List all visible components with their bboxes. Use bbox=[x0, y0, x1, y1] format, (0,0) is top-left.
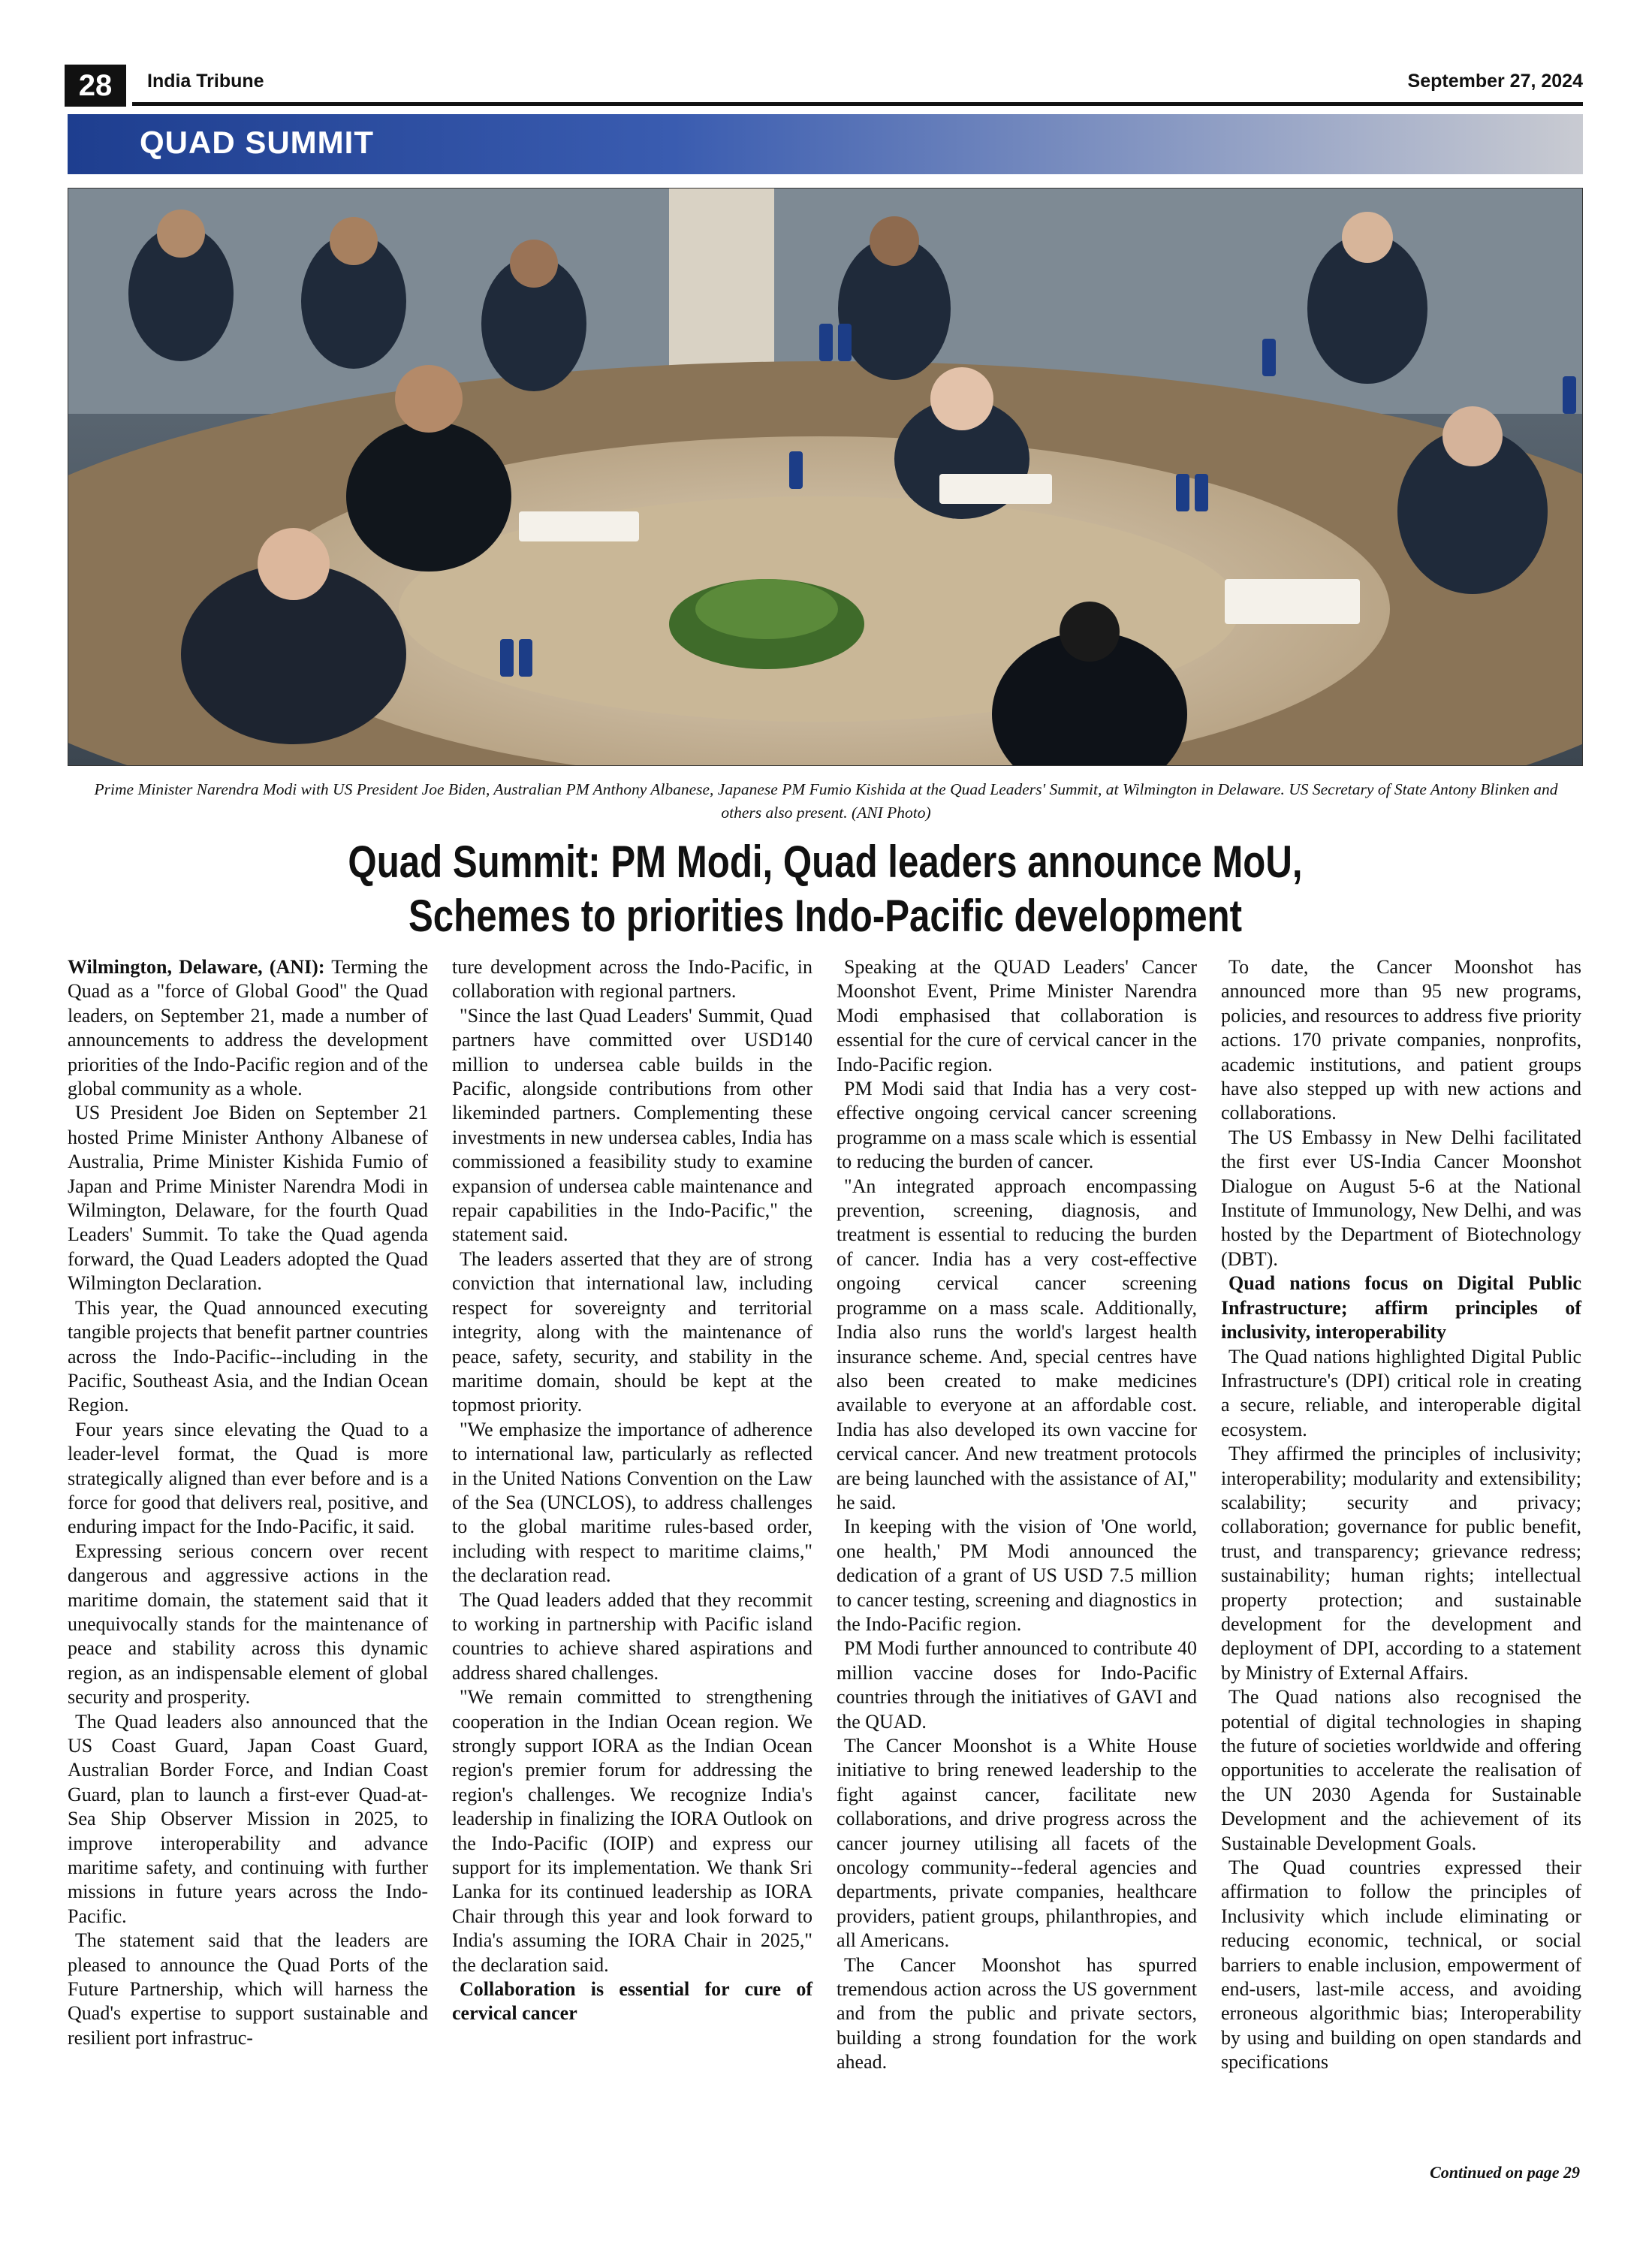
paragraph: The leaders asserted that they are of strong conviction that international law, including respect for sovereignty and territorial integrity, along with the maintenance of peace, safety, security, and stability in the maritime domain, should be kept at the topmost priority. bbox=[452, 1247, 812, 1416]
paragraph: The Quad leaders added that they recommit to working in partnership with Pacific island countries to achieve shared aspirations and address shared challenges. bbox=[452, 1588, 812, 1684]
paragraph: "An integrated approach encompassing prevention, screening, diagnosis, and treatment is essential to reducing the burden of cancer. India has a very cost-effective ongoing cervical cancer screening programme on a mass scale. Additionally, India also runs the world's largest health insurance scheme. And, special centres have also been created to make medicines available to everyone at an affordable cost. India has also developed its own vaccine for cervical cancer. And new treatment protocols are being launched with the assistance of AI," he said. bbox=[837, 1175, 1197, 1513]
paragraph: The Quad nations highlighted Digital Public Infrastructure's (DPI) critical role in creating a secure, reliable, and interoperable digital ecosystem. bbox=[1221, 1345, 1581, 1440]
article-column-3 bbox=[837, 955, 1197, 2075]
photo-caption: Prime Minister Narendra Modi with US President Joe Biden, Australian PM Anthony Albanese, Japanese PM Fumio Kishida at the Quad Leaders' Summit, at Wilmington in Delaware. US Secretary of State Antony Blinken and others also present. (ANI Photo) bbox=[94, 780, 1558, 822]
paragraph: PM Modi further announced to contribute 40 million vaccine doses for Indo-Pacific countries through the initiatives of GAVI and the QUAD. bbox=[837, 1637, 1197, 1733]
header-rule bbox=[132, 102, 1583, 106]
issue-date: September 27, 2024 bbox=[1407, 71, 1583, 92]
paragraph: The statement said that the leaders are pleased to announce the Quad Ports of the Future Partnership, which will harness the Quad's expertise to support sustainable and resilient port infrastruc- bbox=[68, 1929, 428, 2049]
paragraph: To date, the Cancer Moonshot has announced more than 95 new programs, policies, and resources to address five priority actions. 170 private companies, nonprofits, academic institutions, and patient groups have also stepped up with new actions and collaborations. bbox=[1221, 956, 1581, 1124]
paragraph: The Cancer Moonshot is a White House initiative to bring renewed leadership to the fight against cancer, facilitate new collaborations, and drive progress across the cancer journey utilising all facets of the oncology community--federal agencies and departments, private companies, healthcare providers, patient groups, philanthropies, and all Americans. bbox=[837, 1735, 1197, 1952]
paragraph: "We remain committed to strengthening cooperation in the Indian Ocean region. We strongly support IORA as the Indian Ocean region's premier forum for addressing the region's challenges. We recognize India's leadership in finalizing the IORA Outlook on the Indo-Pacific (IOIP) and express our support for its implementation. We thank Sri Lanka for its continued leadership as IORA Chair through this year and look forward to India's assuming the IORA Chair in 2025," the declaration said. bbox=[452, 1686, 812, 1976]
paragraph: This year, the Quad announced executing tangible projects that benefit partner countries across the Indo-Pacific--including in the Pacific, Southeast Asia, and the Indian Ocean Region. bbox=[68, 1296, 428, 1416]
paragraph: "We emphasize the importance of adherence to international law, particularly as reflected in the United Nations Convention on the Law of the Sea (UNCLOS), to address challenges to the global maritime rules-based order, including with respect to maritime claims," the declaration read. bbox=[452, 1418, 812, 1587]
paragraph: ture development across the Indo-Pacific, in collaboration with regional partners. bbox=[452, 956, 812, 1003]
paragraph: The US Embassy in New Delhi facilitated the first ever US-India Cancer Moonshot Dialogue on August 5-6 at the National Institute of Immunology, New Delhi, and was hosted by the Department of Biotechnology (DBT). bbox=[1221, 1126, 1581, 1270]
paragraph: Speaking at the QUAD Leaders' Cancer Moonshot Event, Prime Minister Narendra Modi emphasised that collaboration is essential for the cure of cervical cancer in the Indo-Pacific region. bbox=[837, 956, 1197, 1075]
paragraph: The Cancer Moonshot has spurred tremendous action across the US government and from the public and private sectors, building a strong foundation for the work ahead. bbox=[837, 1953, 1197, 2074]
dateline: Wilmington, Delaware, (ANI): bbox=[68, 956, 325, 978]
paragraph: Expressing serious concern over recent dangerous and aggressive actions in the maritime domain, the statement said that it unequivocally stands for the maintenance of peace and stability across this dynamic region, as an indispensable element of global security and prosperity. bbox=[68, 1540, 428, 1709]
paragraph: US President Joe Biden on September 21 hosted Prime Minister Anthony Albanese of Australia, Prime Minister Kishida Fumio of Japan and Prime Minister Narendra Modi in Wilmington, Delaware, for the fourth Quad Leaders' Summit. To take the Quad agenda forward, the Quad Leaders adopted the Quad Wilmington Declaration. bbox=[68, 1102, 428, 1295]
continued-note: Continued on page 29 bbox=[1430, 2163, 1580, 2182]
paragraph: The Quad nations also recognised the potential of digital technologies in shaping the future of societies worldwide and offering opportunities to accelerate the realisation of the UN 2030 Agenda for Sustainable Development and the achievement of its Sustainable Development Goals. bbox=[1221, 1686, 1581, 1854]
paragraph: Four years since elevating the Quad to a leader-level format, the Quad is more strategically aligned than ever before and is a force for good that delivers real, positive, and enduring impact for the Indo-Pacific, it said. bbox=[68, 1418, 428, 1538]
paragraph: The Quad leaders also announced that the US Coast Guard, Japan Coast Guard, Australian Border Force, and Indian Coast Guard, plan to launch a first-ever Quad-at-Sea Ship Observer Mission in 2025, to improve interoperability and advance maritime safety, and continuing with further missions in future years across the Indo-Pacific. bbox=[68, 1710, 428, 1927]
subheading: Collaboration is essential for cure of cervical cancer bbox=[452, 1978, 812, 2025]
headline-line-1: Quad Summit: PM Modi, Quad leaders announce MoU, bbox=[348, 837, 1303, 887]
paragraph: PM Modi said that India has a very cost-effective ongoing cervical cancer screening programme on a mass scale which is essential to reducing the burden of cancer. bbox=[837, 1078, 1197, 1173]
paragraph: Terming the Quad as a "force of Global Good" the Quad leaders, on September 21, made a number of announcements to address the development priorities of the Indo-Pacific region and of the global community as a whole. bbox=[68, 956, 428, 1100]
article-column-2 bbox=[452, 955, 812, 2026]
publication-name: India Tribune bbox=[147, 71, 264, 92]
paragraph: In keeping with the vision of 'One world, one health,' PM Modi announced the dedication of a grant of US USD 7.5 million to cancer testing, screening and diagnostics in the Indo-Pacific region. bbox=[837, 1516, 1197, 1635]
article-column-4 bbox=[1221, 955, 1581, 2075]
headline-line-2: Schemes to priorities Indo-Pacific development bbox=[408, 891, 1242, 941]
paragraph: The Quad countries expressed their affirmation to follow the principles of Inclusivity which include eliminating or reducing economic, technical, or social barriers to enable inclusion, empowerment of end-users, last-mile access, and avoiding erroneous algorithmic bias; Interoperability by using and building on open standards and specifications bbox=[1221, 1856, 1581, 2074]
paragraph: They affirmed the principles of inclusivity; interoperability; modularity and extensibility; scalability; security and privacy; collaboration; governance for public benefit, trust, and transparency; grievance redress; sustainability; human rights; intellectual property protection; and sustainable development for the development and deployment of DPI, according to a statement by Ministry of External Affairs. bbox=[1221, 1443, 1581, 1684]
summit-photo bbox=[68, 188, 1583, 766]
section-banner bbox=[68, 114, 1583, 174]
subheading: Quad nations focus on Digital Public Infrastructure; affirm principles of inclusivity, interoperability bbox=[1221, 1272, 1581, 1344]
section-title: QUAD SUMMIT bbox=[140, 125, 374, 160]
paragraph: "Since the last Quad Leaders' Summit, Quad partners have committed over USD140 million to undersea cable builds in the Pacific, alongside contributions from other likeminded partners. Complementing these investments in new undersea cables, India has commissioned a feasibility study to examine expansion of undersea cable maintenance and repair capabilities in the Indo-Pacific," the statement said. bbox=[452, 1004, 812, 1246]
article-column-1 bbox=[68, 955, 428, 2050]
page-number: 28 bbox=[65, 65, 126, 107]
article-headline bbox=[204, 835, 1447, 943]
